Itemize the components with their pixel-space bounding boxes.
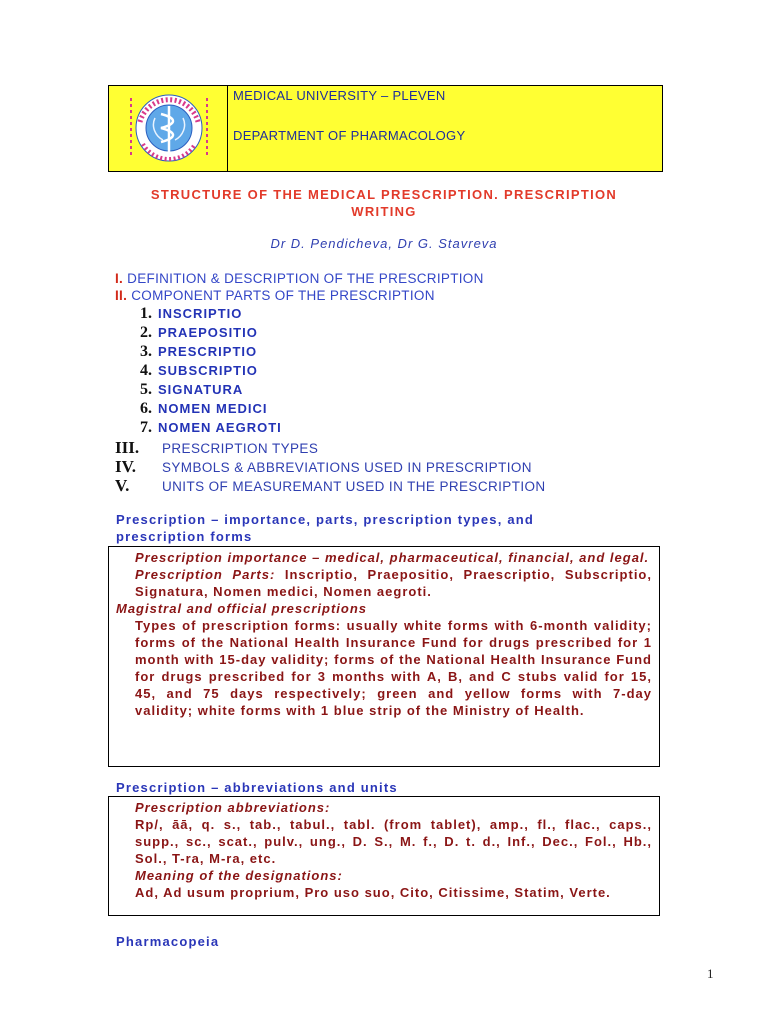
part-label: PRESCRIPTIO — [158, 344, 258, 359]
part-number: 1. — [140, 305, 152, 322]
department-name: DEPARTMENT OF PHARMACOLOGY — [233, 128, 466, 143]
part-label: SIGNATURA — [158, 382, 244, 397]
part-item — [140, 324, 258, 342]
part-number: 5. — [140, 381, 152, 398]
document-title-line2: WRITING — [351, 204, 417, 219]
part-item — [140, 362, 258, 380]
outline-item-2-text: COMPONENT PARTS OF THE PRESCRIPTION — [131, 288, 435, 303]
outline-item-5-text: UNITS OF MEASUREMANT USED IN THE PRESCRIPTION — [162, 479, 546, 494]
outline-item-5-num: V. — [115, 476, 130, 495]
part-label: NOMEN MEDICI — [158, 401, 268, 416]
part-item — [140, 381, 243, 399]
outline-item-1 — [115, 271, 484, 286]
authors: Dr D. Pendicheva, Dr G. Stavreva — [270, 236, 498, 251]
outline-item-3-text: PRESCRIPTION TYPES — [162, 441, 319, 456]
part-number: 3. — [140, 343, 152, 360]
part-item — [140, 305, 242, 323]
abbreviations-text: Rp/, āā, q. s., tab., tabul., tabl. (from tablet), amp., fl., flac., caps., supp., sc., scat., pulv., ung., D. S., M. f., D. t. d., Inf., Dec., Fol., Hb., Sol., T-ra, M-ra, etc. — [135, 817, 652, 866]
page-number: 1 — [707, 966, 714, 981]
types-text: Types of prescription forms: usually white forms with 6-month validity; forms of the National Health Insurance Fund for drugs prescribed for 1 month with 15-day validity; forms of the National Health Insurance Fund for drugs prescribed for 3 months with A, B, and C stubs valid for 15, 45, and 75 days respectively; green and yellow forms with 7-day validity; white forms with 1 blue strip of the Ministry of Health. — [135, 618, 652, 718]
magistral-text: Magistral and official prescriptions — [116, 601, 368, 616]
part-label: INSCRIPTIO — [158, 306, 243, 321]
part-item — [140, 343, 257, 361]
parts-text: Inscriptio, Praepositio, Praescriptio, Subscriptio, Signatura, Nomen medici, Nomen aegroti. — [135, 567, 652, 599]
meaning-label: Meaning of the designations: — [135, 868, 343, 883]
section2-heading: Prescription – abbreviations and units — [116, 780, 398, 795]
outline-item-2-num: II. — [115, 288, 128, 303]
part-label: NOMEN AEGROTI — [158, 420, 282, 435]
abbreviations-box — [108, 796, 660, 916]
abbreviations-label: Prescription abbreviations: — [135, 800, 331, 815]
importance-text: Prescription importance – medical, pharmaceutical, financial, and legal. — [135, 550, 650, 565]
outline-item-5 — [115, 476, 546, 496]
part-label: PRAEPOSITIO — [158, 325, 258, 340]
section1-heading-line1: Prescription – importance, parts, prescription types, and — [116, 512, 535, 527]
university-name: MEDICAL UNIVERSITY – PLEVEN — [233, 88, 446, 103]
part-number: 7. — [140, 419, 152, 436]
part-number: 4. — [140, 362, 152, 379]
parts-label: Prescription Parts: — [135, 567, 276, 582]
outline-item-3 — [115, 438, 318, 458]
parts-paragraph — [116, 566, 652, 600]
part-item — [140, 400, 268, 418]
university-seal-icon — [125, 92, 213, 164]
outline-item-2 — [115, 288, 435, 303]
document-title-line1: STRUCTURE OF THE MEDICAL PRESCRIPTION. PRESCRIPTION — [150, 187, 618, 202]
part-number: 6. — [140, 400, 152, 417]
outline-item-1-text: DEFINITION & DESCRIPTION OF THE PRESCRIPTION — [127, 271, 484, 286]
logo-cell — [109, 86, 228, 171]
outline-item-4 — [115, 457, 532, 477]
meaning-text: Ad, Ad usum proprium, Pro uso suo, Cito, Citissime, Statim, Verte. — [135, 885, 611, 900]
section1-heading-line2: prescription forms — [116, 529, 253, 544]
section3-heading: Pharmacopeia — [116, 934, 220, 949]
outline-item-4-num: IV. — [115, 457, 136, 476]
part-label: SUBSCRIPTIO — [158, 363, 258, 378]
part-item — [140, 419, 282, 437]
outline-item-1-num: I. — [115, 271, 124, 286]
outline-item-4-text: SYMBOLS & ABBREVIATIONS USED IN PRESCRIPTION — [162, 460, 532, 475]
prescription-box — [108, 546, 660, 767]
part-number: 2. — [140, 324, 152, 341]
outline-item-3-num: III. — [115, 438, 140, 457]
